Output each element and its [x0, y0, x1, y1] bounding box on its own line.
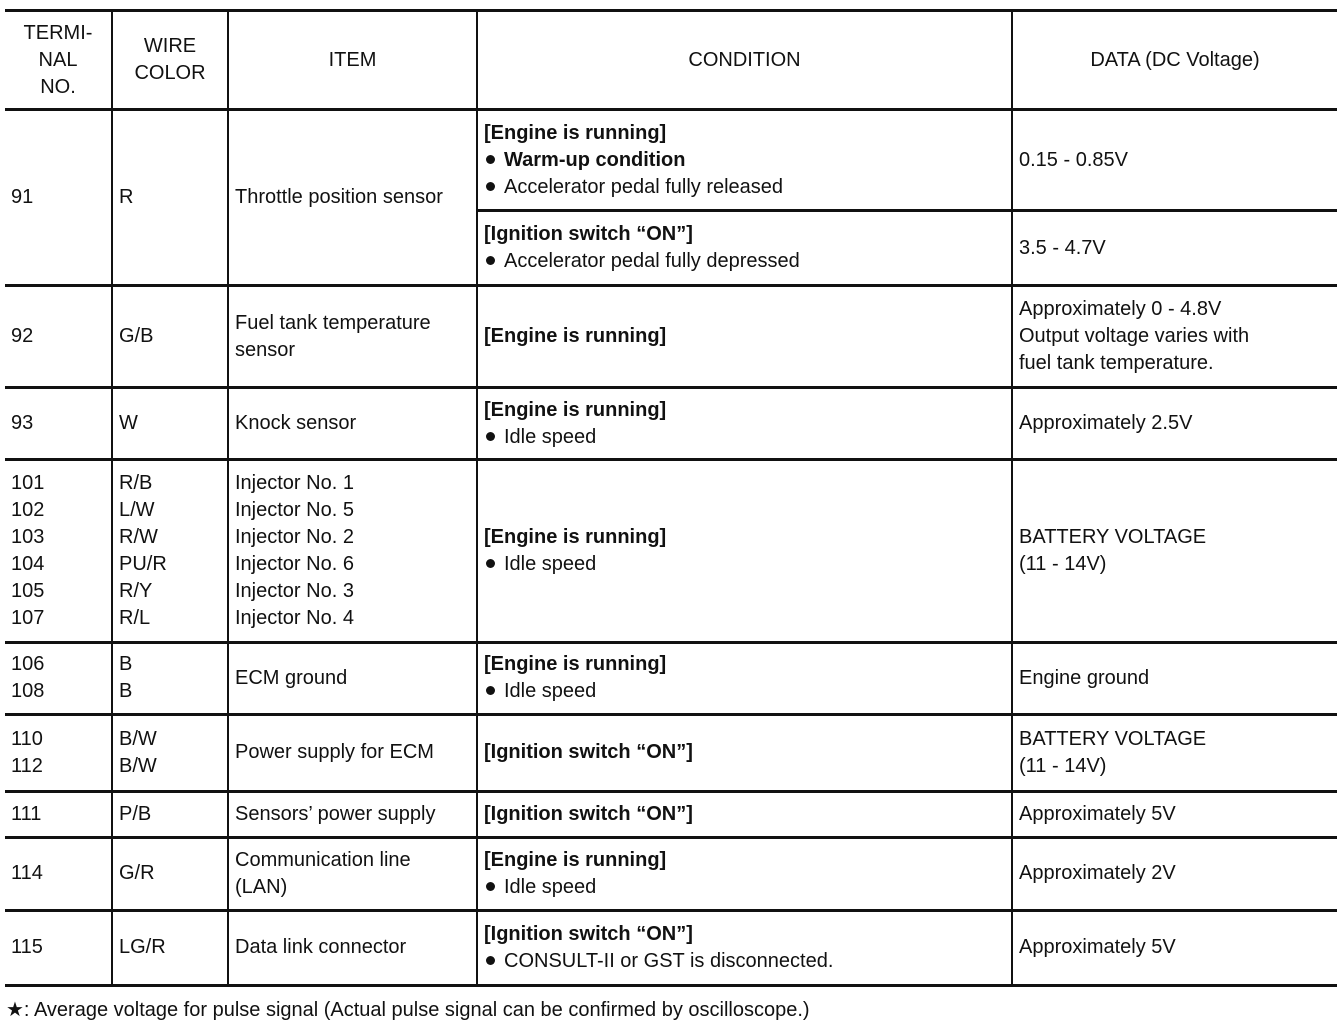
item-cell: ECM ground: [228, 642, 477, 714]
item-cell: Communication line (LAN): [228, 837, 477, 910]
wire-color-cell: B/W B/W: [112, 714, 228, 791]
condition-cell: [477, 642, 1012, 714]
table-row: [5, 642, 1337, 714]
condition-bullet: [484, 874, 1005, 901]
terminal-no-cell: 101 102 103 104 105 107: [5, 460, 112, 642]
condition-bullet: [484, 174, 1005, 201]
wire-color-cell: G/B: [112, 286, 228, 388]
condition-bullet-text: Idle speed: [504, 680, 597, 703]
terminal-no-cell: 106 108: [5, 642, 112, 714]
item-cell: Data link connector: [228, 910, 477, 985]
table-row: [5, 460, 1337, 642]
bullet-dot-icon: [486, 559, 495, 568]
dc-voltage-cell: BATTERY VOLTAGE (11 - 14V): [1012, 460, 1337, 642]
table-row: [5, 791, 1337, 837]
condition-cell: [477, 211, 1012, 286]
bullet-dot-icon: [486, 956, 495, 965]
condition-heading: [Engine is running]: [484, 525, 667, 548]
condition-bullet-text: Accelerator pedal fully released: [504, 175, 784, 198]
condition-heading: [Ignition switch “ON”]: [484, 741, 693, 764]
condition-cell: [477, 837, 1012, 910]
condition-bullet: [484, 248, 1005, 275]
item-cell: Knock sensor: [228, 388, 477, 460]
header-wire-color: WIRE COLOR: [112, 11, 228, 110]
condition-heading: [Engine is running]: [484, 848, 667, 871]
bullet-dot-icon: [486, 155, 495, 164]
wire-color-cell: W: [112, 388, 228, 460]
dc-voltage-cell: Approximately 2V: [1012, 837, 1337, 910]
item-cell: Sensors’ power supply: [228, 791, 477, 837]
condition-bullet-text: Idle speed: [504, 425, 597, 448]
condition-bullet: [484, 424, 1005, 451]
condition-cell: [477, 791, 1012, 837]
item-cell: Power supply for ECM: [228, 714, 477, 791]
dc-voltage-cell: Approximately 0 - 4.8V Output voltage varies with fuel tank temperature.: [1012, 286, 1337, 388]
terminal-no-cell: 115: [5, 910, 112, 985]
condition-heading: [Engine is running]: [484, 121, 667, 144]
terminal-no-cell: 92: [5, 286, 112, 388]
condition-bullet: [484, 678, 1005, 705]
condition-heading: [Engine is running]: [484, 398, 667, 421]
header-terminal-no: TERMI- NAL NO.: [5, 11, 112, 110]
condition-cell: [477, 460, 1012, 642]
condition-heading: [Engine is running]: [484, 325, 667, 348]
condition-heading: [Ignition switch “ON”]: [484, 802, 693, 825]
footnote: ★: Average voltage for pulse signal (Actual pulse signal can be confirmed by oscilloscope.): [6, 999, 810, 1021]
condition-cell: [477, 388, 1012, 460]
bullet-dot-icon: [486, 256, 495, 265]
condition-bullet-text: CONSULT-II or GST is disconnected.: [504, 949, 834, 972]
wire-color-cell: R/B L/W R/W PU/R R/Y R/L: [112, 460, 228, 642]
condition-bullet-text: Accelerator pedal fully depressed: [504, 250, 800, 273]
condition-cell: [477, 110, 1012, 211]
table-row: [5, 110, 1337, 211]
terminal-spec-table: [5, 9, 1337, 987]
condition-cell: [477, 286, 1012, 388]
header-data: DATA (DC Voltage): [1012, 11, 1337, 110]
header-row: [5, 11, 1337, 110]
table-row: [5, 837, 1337, 910]
dc-voltage-cell: 3.5 - 4.7V: [1012, 211, 1337, 286]
terminal-no-cell: 91: [5, 110, 112, 286]
condition-cell: [477, 714, 1012, 791]
dc-voltage-cell: BATTERY VOLTAGE (11 - 14V): [1012, 714, 1337, 791]
condition-heading: [Ignition switch “ON”]: [484, 922, 693, 945]
table-row: [5, 910, 1337, 985]
table-row: [5, 286, 1337, 388]
table-body: [5, 110, 1337, 986]
dc-voltage-cell: Approximately 2.5V: [1012, 388, 1337, 460]
condition-cell: [477, 910, 1012, 985]
item-cell: Throttle position sensor: [228, 110, 477, 286]
header-item: ITEM: [228, 11, 477, 110]
bullet-dot-icon: [486, 182, 495, 191]
condition-bullet-text: Warm-up condition: [504, 148, 686, 171]
terminal-no-cell: 93: [5, 388, 112, 460]
header-condition: CONDITION: [477, 11, 1012, 110]
condition-bullet: [484, 147, 1005, 174]
table-row: [5, 714, 1337, 791]
terminal-no-cell: 114: [5, 837, 112, 910]
condition-bullet: [484, 551, 1005, 578]
dc-voltage-cell: Approximately 5V: [1012, 791, 1337, 837]
dc-voltage-cell: Approximately 5V: [1012, 910, 1337, 985]
bullet-dot-icon: [486, 432, 495, 441]
dc-voltage-cell: Engine ground: [1012, 642, 1337, 714]
wire-color-cell: R: [112, 110, 228, 286]
wire-color-cell: B B: [112, 642, 228, 714]
dc-voltage-cell: 0.15 - 0.85V: [1012, 110, 1337, 211]
wire-color-cell: LG/R: [112, 910, 228, 985]
wire-color-cell: G/R: [112, 837, 228, 910]
bullet-dot-icon: [486, 882, 495, 891]
terminal-no-cell: 110 112: [5, 714, 112, 791]
condition-bullet: [484, 948, 1005, 975]
item-cell: Injector No. 1 Injector No. 5 Injector No. 2 Injector No. 6 Injector No. 3 Injector No. 4: [228, 460, 477, 642]
wire-color-cell: P/B: [112, 791, 228, 837]
condition-bullet-text: Idle speed: [504, 875, 597, 898]
condition-bullet-text: Idle speed: [504, 552, 597, 575]
condition-heading: [Ignition switch “ON”]: [484, 223, 693, 246]
bullet-dot-icon: [486, 686, 495, 695]
condition-heading: [Engine is running]: [484, 653, 667, 676]
table-row: [5, 388, 1337, 460]
item-cell: Fuel tank temperature sensor: [228, 286, 477, 388]
terminal-no-cell: 111: [5, 791, 112, 837]
